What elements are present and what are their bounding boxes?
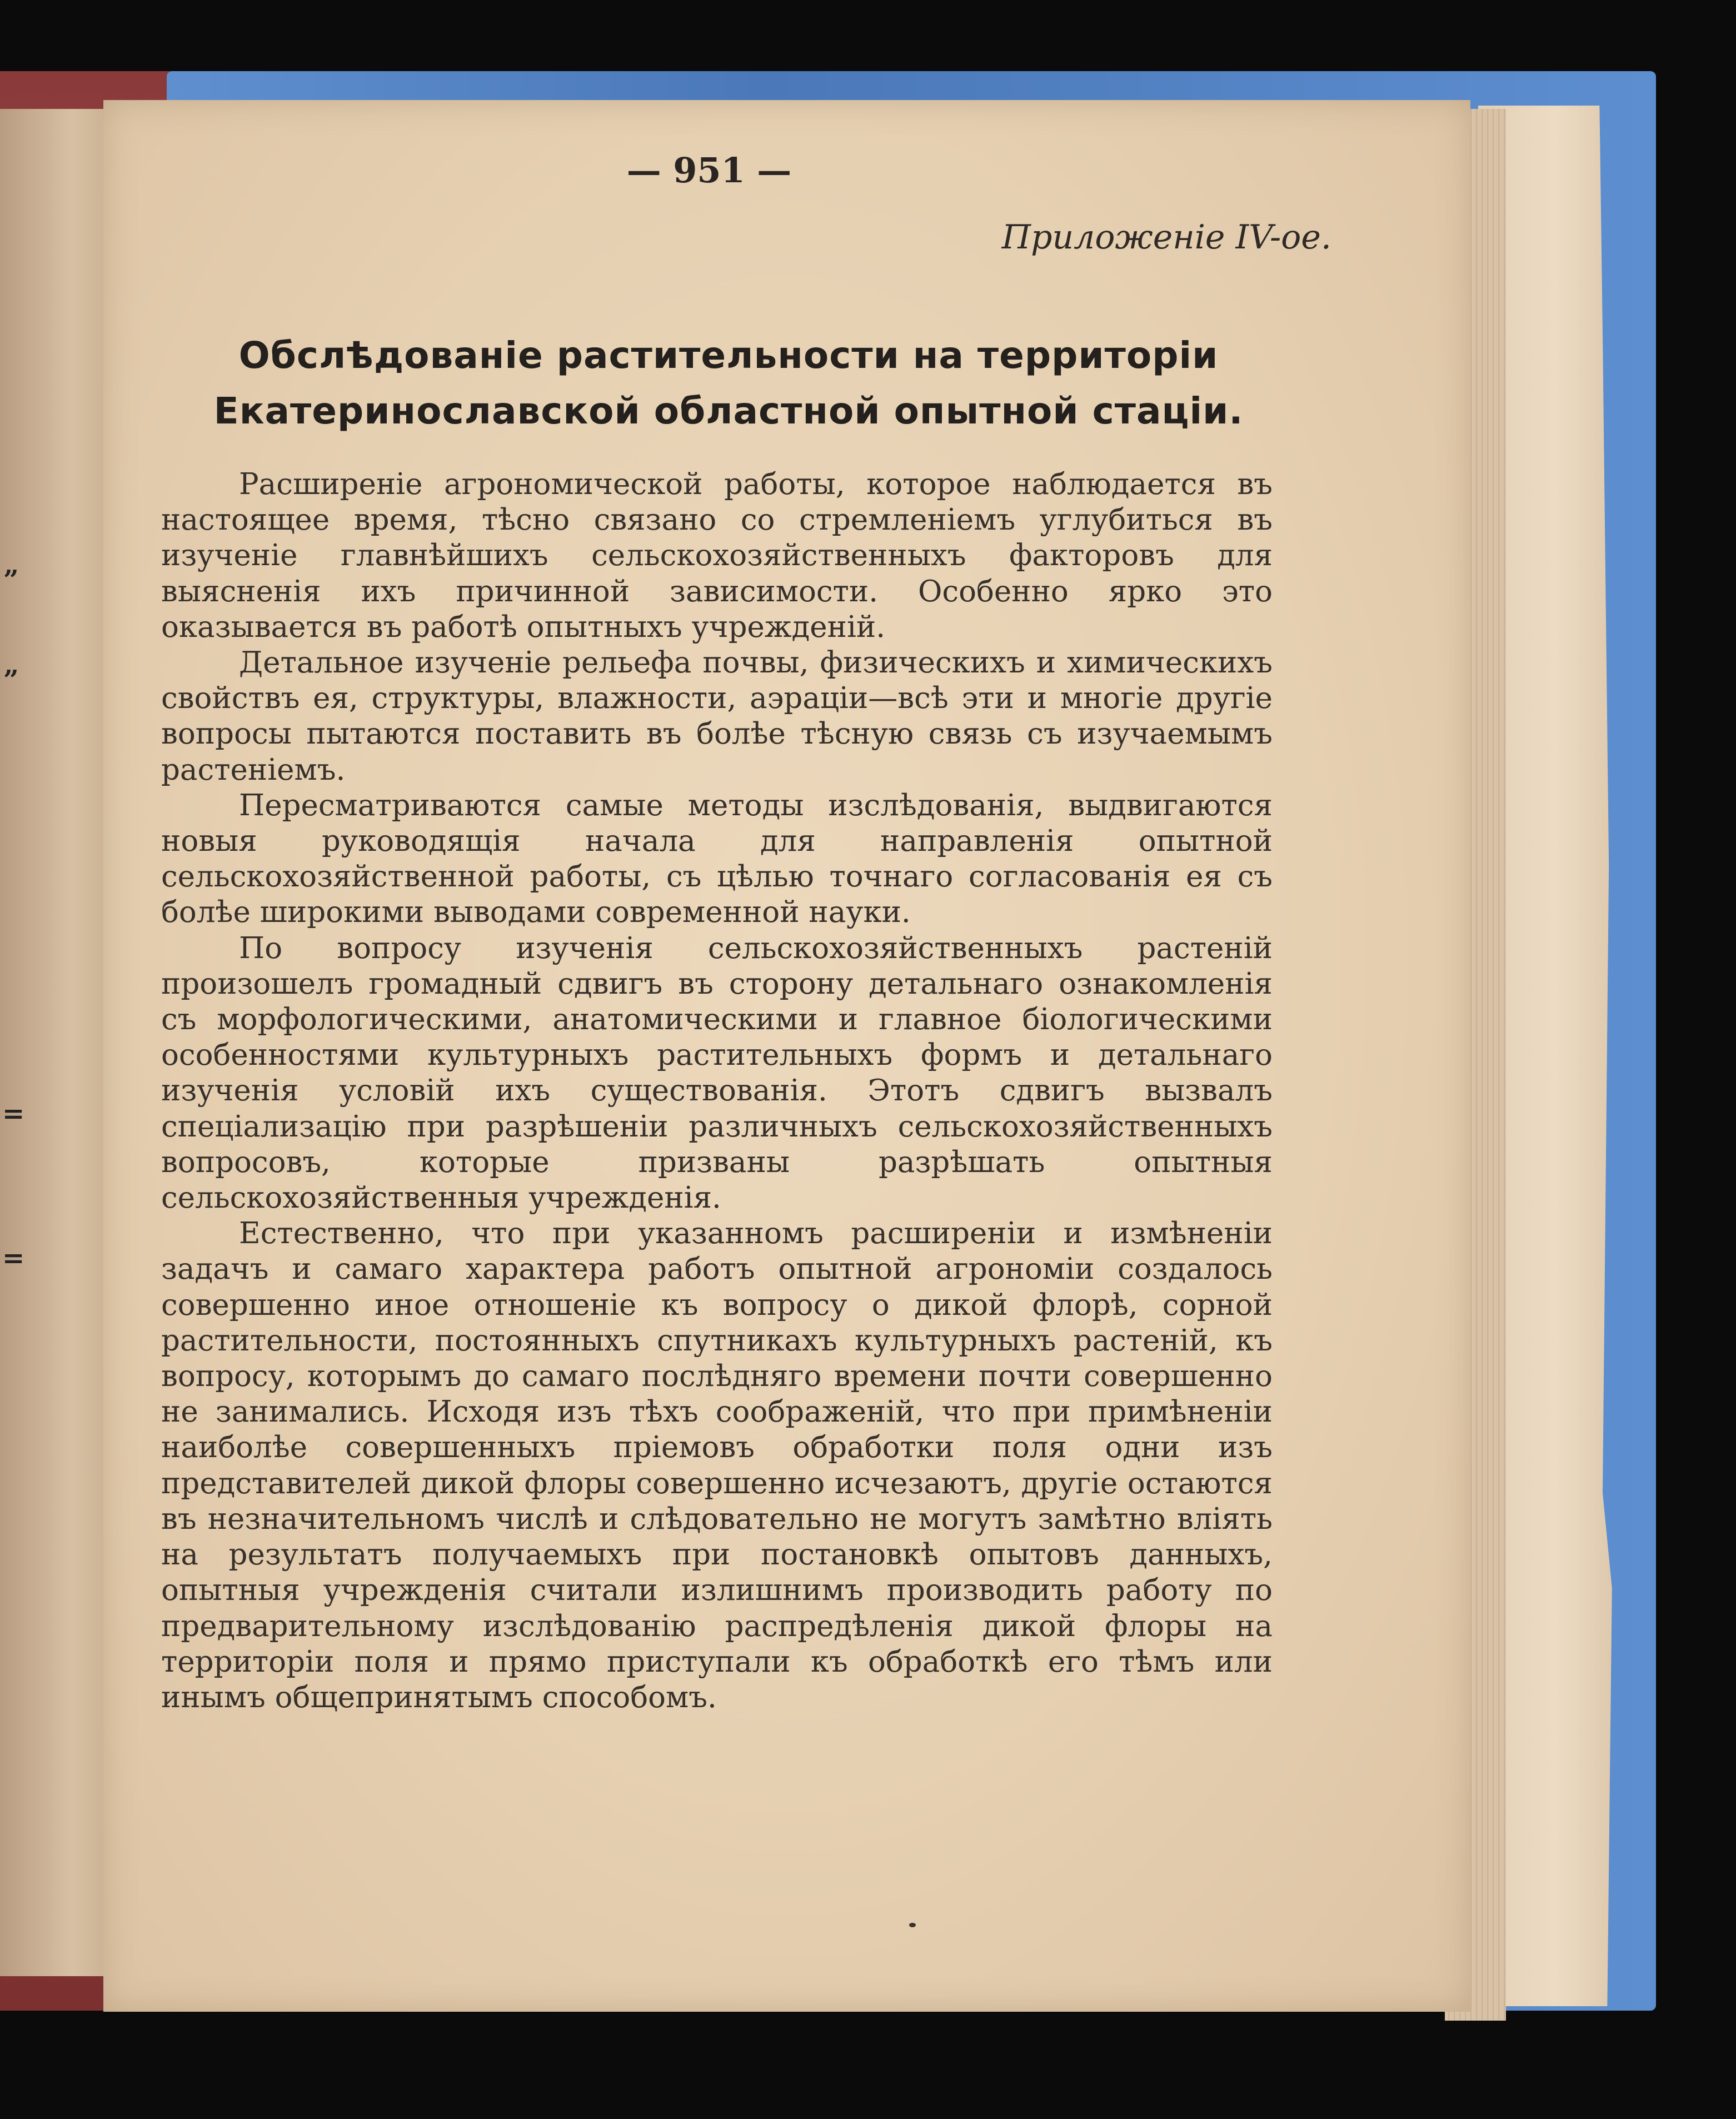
- left-page-mark: ”: [3, 665, 19, 696]
- paragraph: Расширеніе агрономической работы, которое наблюдается въ настоящее время, тѣсно связано со стремленіемъ углубиться въ изученіе главнѣйшихъ сельскохозяйственныхъ факторовъ для выясненія ихъ причинной зависимости. Особенно ярко это оказывается въ работѣ опытныхъ учрежденій.: [161, 467, 1273, 644]
- left-page-mark: =: [2, 1243, 25, 1274]
- paragraph: По вопросу изученія сельскохозяйственныхъ растеній произошелъ громадный сдвигъ въ сторону детальнаго ознакомленія съ морфологическими, анатомическими и главное біологическими особенностями культурныхъ растительныхъ формъ и детальнаго изученія условій ихъ существованія. Этотъ сдвигъ вызвалъ спеціализацію при разрѣшеніи различныхъ сельскохозяйственныхъ вопросовъ, которые призваны разрѣшать опытныя сельскохозяйственныя учрежденія.: [161, 931, 1273, 1215]
- page-number: — 951 —: [626, 150, 792, 191]
- paragraph: Естественно, что при указанномъ расширеніи и измѣненіи задачъ и самаго характера работъ опытной агрономіи создалось совершенно иное отношеніе къ вопросу о дикой флорѣ, сорной растительности, постоянныхъ спутникахъ культурныхъ растеній, къ вопросу, которымъ до самаго послѣдняго времени почти совершенно не занимались. Исходя изъ тѣхъ соображеній, что при примѣненіи наиболѣе совершенныхъ пріемовъ обработки поля одни изъ представителей дикой флоры совершенно исчезаютъ, другіе остаются въ незначительномъ числѣ и слѣдовательно не могутъ замѣтно вліять на результатъ получаемыхъ при постановкѣ опытовъ данныхъ, опытныя учрежденія считали излишнимъ производить работу по предварительному изслѣдованію распредѣленія дикой флоры на территоріи поля и прямо приступали къ обработкѣ его тѣмъ или инымъ общепринятымъ способомъ.: [161, 1216, 1273, 1714]
- document-body: [161, 467, 1273, 1716]
- left-page-mark: ”: [3, 565, 19, 596]
- paragraph: Пересматриваются самые методы изслѣдованія, выдвигаются новыя руководящія начала для направленія опытной сельскохозяйственной работы, съ цѣлью точнаго согласованія ея съ болѣе широкими выводами современной науки.: [161, 788, 1273, 930]
- page-title: Обслѣдованіе растительности на территоріи Екатеринославской областной опытной стаціи.: [213, 334, 1244, 432]
- paragraph: Детальное изученіе рельефа почвы, физическихъ и химическихъ свойствъ ея, структуры, влажности, аэраціи—всѣ эти и многіе другіе вопросы пытаются поставить въ болѣе тѣсную связь съ изучаемымъ растеніемъ.: [161, 646, 1273, 787]
- appendix-label: Приложеніе IV-ое.: [1001, 218, 1331, 257]
- adjacent-left-page: [0, 109, 119, 1976]
- ink-speck: [909, 1923, 916, 1927]
- left-page-mark: =: [2, 1098, 25, 1129]
- document-page: [103, 100, 1470, 2012]
